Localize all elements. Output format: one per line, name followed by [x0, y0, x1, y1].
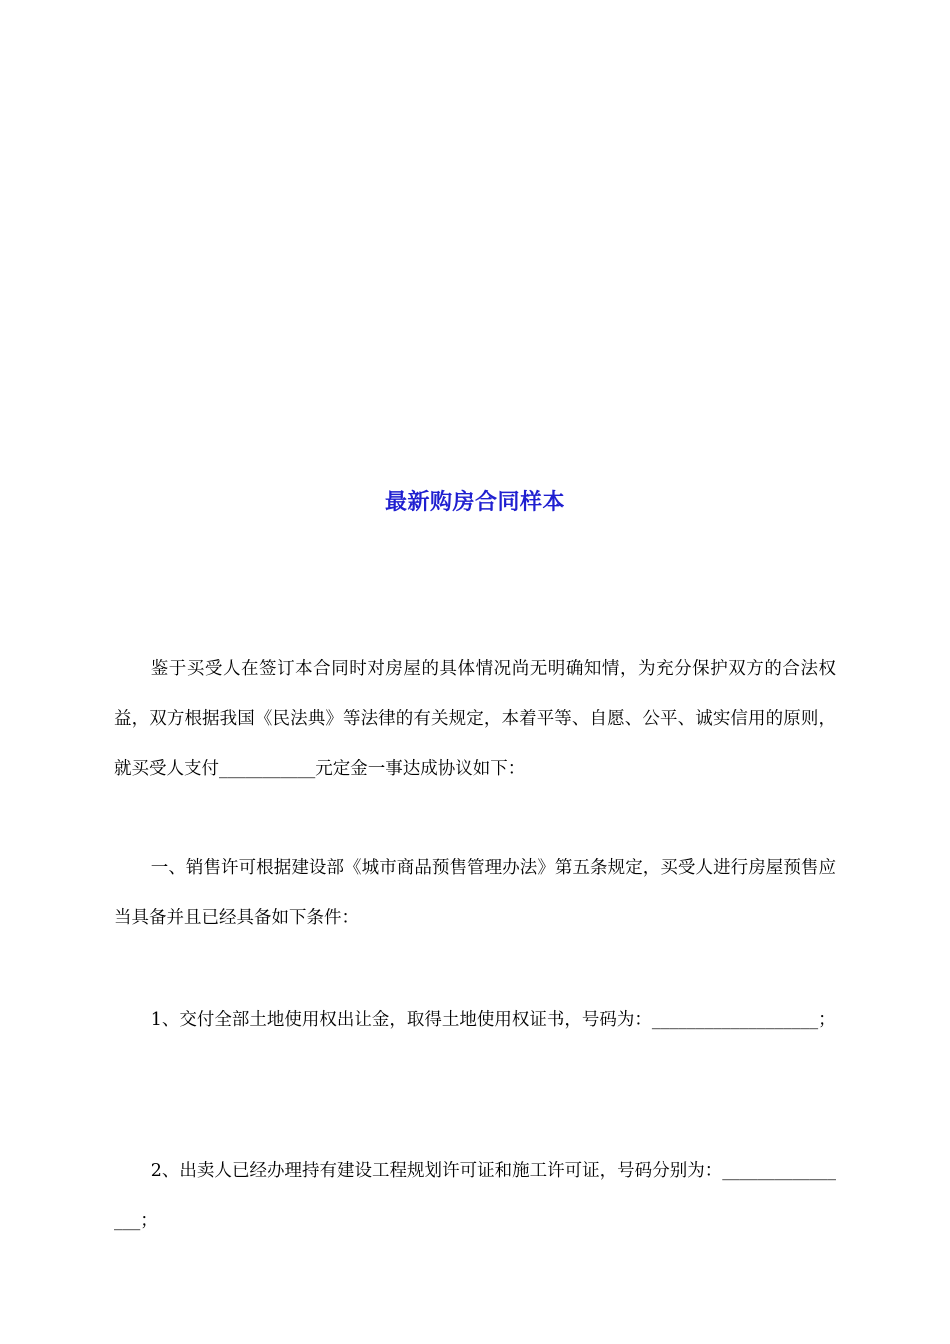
condition-item-1: 1、交付全部土地使用权出让金，取得土地使用权证书，号码为：___________________；	[150, 1010, 836, 1030]
document-title: 最新购房合同样本	[384, 490, 565, 515]
article-one-paragraph: 一、销售许可根据建设部《城市商品预售管理办法》第五条规定，买受人进行房屋预售应当具备并且已经具备如下条件：	[114, 858, 836, 928]
condition-item-2: 2、出卖人已经办理持有建设工程规划许可证和施工许可证，号码分别为：________________；	[114, 1161, 836, 1231]
intro-paragraph: 鉴于买受人在签订本合同时对房屋的具体情况尚无明确知情，为充分保护双方的合法权益，双方根据我国《民法典》等法律的有关规定，本着平等、自愿、公平、诚实信用的原则，就买受人支付___________元定金一事达成协议如下：	[114, 659, 836, 779]
